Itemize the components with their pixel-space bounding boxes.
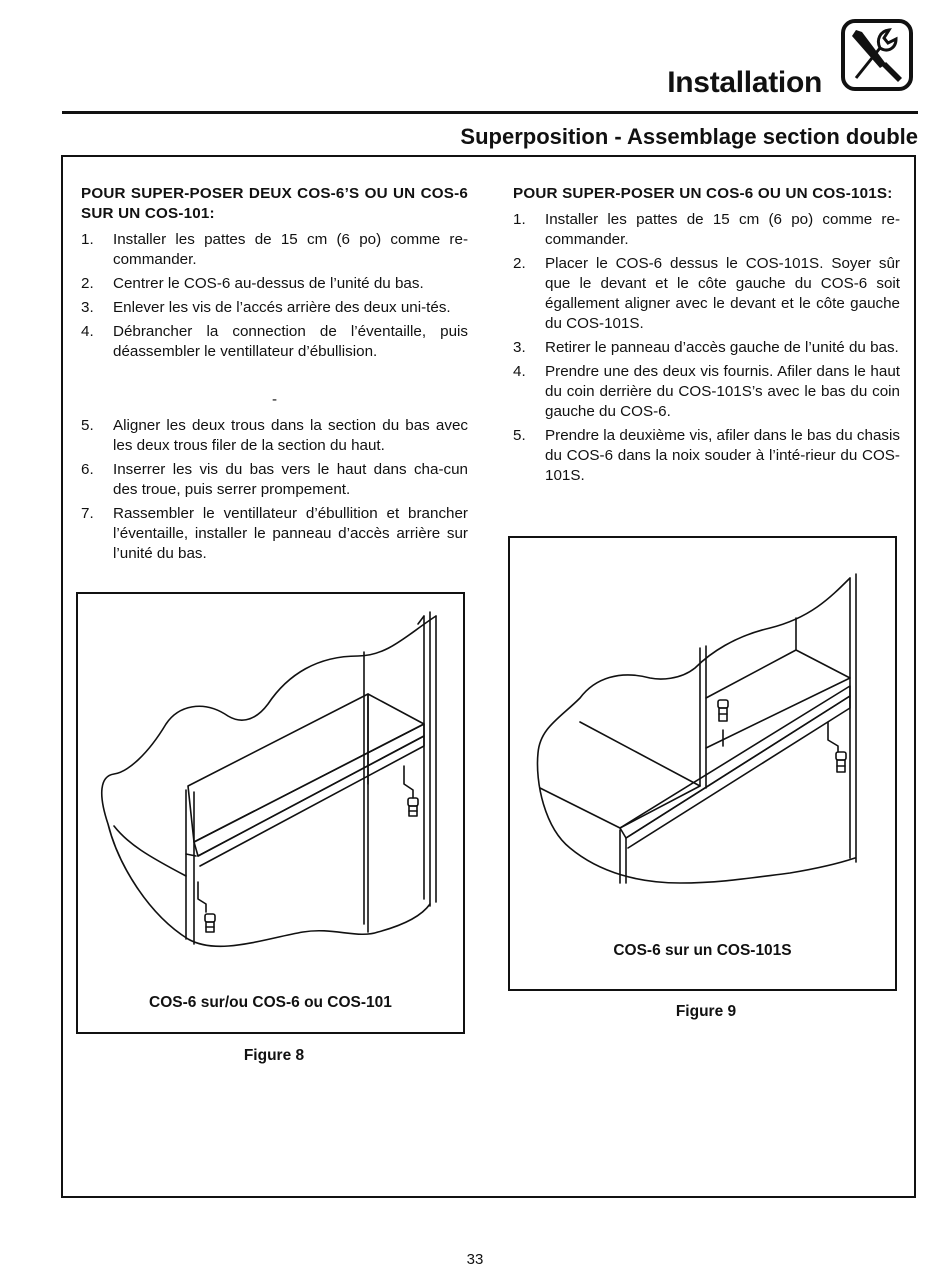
left-heading: POUR SUPER-POSER DEUX COS-6’S OU UN COS-6 SUR UN COS-101: <box>81 185 468 222</box>
list-item: 4. Débrancher la connection de l’éventaille, puis déassembler le ventillateur d’ébullision. <box>81 323 468 360</box>
figure-9-box <box>508 536 897 991</box>
left-column <box>81 184 468 568</box>
separator-dash: - <box>271 391 278 408</box>
figure-8-box <box>76 592 465 1034</box>
figure-9-caption: COS-6 sur un COS-101S <box>613 942 792 959</box>
right-column <box>513 184 900 490</box>
list-item: 5. Prendre la deuxième vis, afiler dans le bas du chasis du COS-6 dans la noix souder à l’inté-rieur du COS-101S. <box>513 427 900 484</box>
list-item: 2. Placer le COS-6 dessus le COS-101S. Soyer sûr que le devant et le côte gauche du COS-6 soit égallement aligner avec le devant et le côte gauche du COS-101S. <box>513 255 900 332</box>
page-title: Installation <box>667 66 822 99</box>
list-item: 4. Prendre une des deux vis fournis. Afiler dans le haut du coin derrière du COS-101S’s avec le bas du coin gauche du COS-6. <box>513 363 900 420</box>
left-steps-b <box>81 416 468 564</box>
figure-9-label: Figure 9 <box>675 1003 737 1020</box>
section-subtitle: Superposition - Assemblage section double <box>460 124 918 149</box>
page-number: 33 <box>466 1251 484 1268</box>
right-steps <box>513 210 900 486</box>
figure-8-caption: COS-6 sur/ou COS-6 ou COS-101 <box>149 994 392 1011</box>
figure-8-label: Figure 8 <box>243 1047 305 1064</box>
list-item: 7. Rassembler le ventillateur d’ébullition et brancher l’éventaille, installer le panneau d’accès arrière sur l’unité du bas. <box>81 505 468 562</box>
figure-9-drawing <box>510 538 895 989</box>
list-item: 5. Aligner les deux trous dans la section du bas avec les deux trous filer de la section du haut. <box>81 417 468 454</box>
list-item: 3. Enlever les vis de l’accés arrière des deux uni-tés. <box>81 299 451 316</box>
header-rule <box>62 111 918 114</box>
list-item: 2. Centrer le COS-6 au-dessus de l’unité du bas. <box>81 275 424 292</box>
right-heading: POUR SUPER-POSER UN COS-6 OU UN COS-101S: <box>513 185 893 202</box>
list-item: 1. Installer les pattes de 15 cm (6 po) comme re-commander. <box>513 211 900 248</box>
figure-8-drawing <box>78 594 463 1032</box>
left-steps-a <box>81 230 468 362</box>
list-item: 6. Inserrer les vis du bas vers le haut dans cha-cun des troue, puis serrer prompement. <box>81 461 468 498</box>
list-item: 3. Retirer le panneau d’accès gauche de l’unité du bas. <box>513 339 899 356</box>
wrench-screwdriver-icon <box>840 18 914 92</box>
list-item: 1. Installer les pattes de 15 cm (6 po) comme re-commander. <box>81 231 468 268</box>
